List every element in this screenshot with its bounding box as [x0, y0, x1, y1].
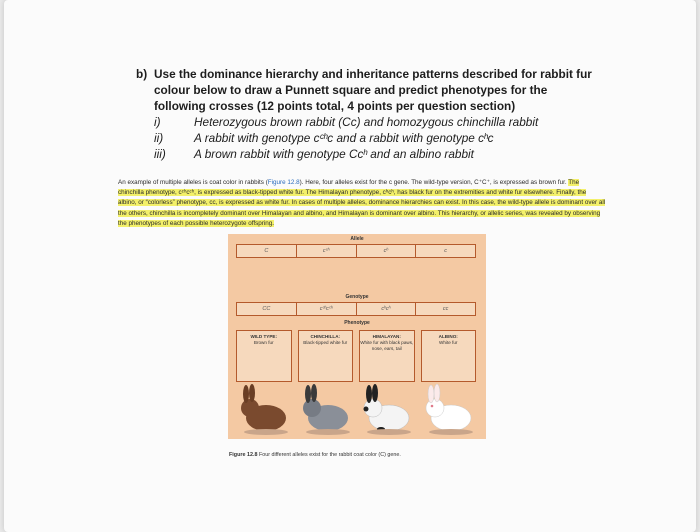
- item-number: i): [154, 115, 161, 129]
- question-label: b): [136, 67, 148, 81]
- question-item: [136, 146, 606, 162]
- heading-line-3: following crosses (12 points total, 4 points per question section): [154, 99, 516, 113]
- question-b: [136, 66, 606, 162]
- question-item: [136, 114, 606, 130]
- rabbit-brown-image: [236, 384, 292, 436]
- phenotype-box: [421, 330, 477, 382]
- phenotype-box: [236, 330, 292, 382]
- allele-cell: cʰ: [357, 245, 417, 257]
- rabbit-albino-image: [421, 384, 477, 436]
- phenotype-name: CHINCHILLA:: [310, 334, 341, 339]
- genotype-cell: CC: [237, 303, 297, 315]
- highlighted-text: The chinchilla phenotype, cᶜʰcᶜʰ, is expressed as black-tipped white fur. The Himalayan phenotype, cʰcʰ, has black fur on the extremities and white fur elsewhere. Finally, the albino, or “colorless” phenotype, cc, is expressed as white fur. In cases of multiple alleles, dominance hierarchies can exist. In this case, the wild-type allele is dominant over all the others, chinchilla is incompletely dominant over Himalayan and albino, and Himalayan is dominant over albino. This hierarchy, or allelic series, was revealed by observing the phenotypes of each possible heterozygote offspring.: [118, 179, 606, 227]
- heading-line-2: colour below to draw a Punnett square and predict phenotypes for the: [154, 83, 548, 97]
- rabbit-images: [236, 384, 476, 436]
- phenotype-box: [359, 330, 415, 382]
- item-number: ii): [154, 131, 164, 145]
- phenotype-title: Phenotype: [344, 320, 370, 326]
- genotype-title: Genotype: [345, 294, 369, 300]
- allele-cell: cᶜʰ: [297, 245, 357, 257]
- rabbit-himalayan-image: [359, 384, 415, 436]
- allele-cell: c: [444, 248, 447, 254]
- phenotype-name: HIMALAYAN:: [372, 334, 401, 339]
- genotype-cell: cᶜʰcᶜʰ: [297, 303, 357, 315]
- paragraph-text: ). Here, four alleles exist for the c gene. The wild-type version, C⁺C⁺, is expressed as brown fur.: [299, 179, 569, 186]
- phenotype-name: ALBINO:: [438, 334, 458, 339]
- genotype-cell: cʰcʰ: [357, 303, 417, 315]
- phenotype-box: [298, 330, 354, 382]
- item-text: Heterozygous brown rabbit (Cc) and homozygous chinchilla rabbit: [194, 115, 539, 129]
- item-text: A brown rabbit with genotype Ccʰ and an albino rabbit: [194, 147, 474, 161]
- allele-title: Allele: [350, 236, 364, 242]
- document-page: [4, 0, 696, 532]
- caption-text: Four different alleles exist for the rabbit coat color (C) gene.: [257, 452, 401, 458]
- rabbit-chinchilla-image: [298, 384, 354, 436]
- figure-link[interactable]: Figure 12.8: [267, 179, 300, 186]
- allele-figure: [228, 234, 486, 439]
- phenotype-desc: Black-tipped white fur: [303, 340, 348, 345]
- allele-cell: C: [237, 245, 297, 257]
- phenotype-row: [236, 330, 476, 382]
- item-text: A rabbit with genotype cᶜʰc and a rabbit with genotype cʰc: [194, 131, 494, 145]
- heading-line-1: Use the dominance hierarchy and inheritance patterns described for rabbit fur: [154, 67, 592, 81]
- figure-caption: [229, 452, 401, 458]
- textbook-paragraph: [118, 178, 606, 229]
- genotype-cell: cc: [442, 306, 449, 312]
- phenotype-desc: White fur: [439, 340, 458, 345]
- caption-label: Figure 12.8: [229, 452, 258, 458]
- allele-row: [236, 244, 476, 258]
- phenotype-desc: Brown fur: [253, 340, 274, 345]
- phenotype-name: WILD TYPE:: [250, 334, 278, 339]
- question-item: [136, 130, 606, 146]
- item-number: iii): [154, 147, 166, 161]
- paragraph-text: An example of multiple alleles is coat color in rabbits (: [118, 179, 268, 186]
- genotype-row: [236, 302, 476, 316]
- phenotype-desc: White fur with black paws, nose, ears, tail: [360, 340, 414, 351]
- question-heading: [136, 66, 606, 82]
